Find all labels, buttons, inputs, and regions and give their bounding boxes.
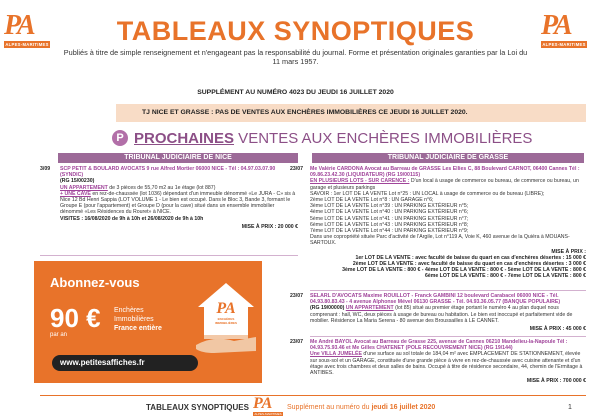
- entry-lot-line: 5ème LOT DE LA VENTE Lot n°41 : UN PARKING EXTÉRIEUR n°7;: [310, 215, 469, 222]
- entry-lot: [310, 351, 586, 376]
- ad-feature: Enchères: [114, 307, 144, 314]
- footer-supplement-pre: Supplément au numéro du: [287, 404, 372, 411]
- footer-logo-text: PA: [253, 395, 273, 412]
- ad-url-link[interactable]: www.petitesaffiches.fr: [52, 355, 198, 371]
- notice-bar: TJ NICE ET GRASSE : PAS DE VENTES AUX ENCHÈRES IMMOBILIÈRES CE JEUDI 16 JUILLET 2020.: [116, 104, 586, 122]
- entry-price: MISE À PRIX :: [551, 248, 586, 255]
- entry-intro-text: D'un local à usage de commerce ou bureau, de commerce ou bureau, un garage et plusieurs parkings: [310, 178, 579, 191]
- ad-period: par an: [50, 332, 68, 338]
- entry-intro: [310, 178, 586, 190]
- entry-body: [310, 339, 586, 384]
- entry-lot: [60, 191, 298, 216]
- entry-lot-label: + UNE CAVE: [60, 190, 91, 197]
- divider: [40, 255, 298, 256]
- ad-price: 90 €: [50, 303, 101, 333]
- entry-body: [60, 166, 298, 230]
- logo-subtitle: ALPES-MARITIMES: [5, 42, 49, 47]
- entry-date: 23/07: [290, 293, 303, 299]
- entry-lot-text: (lot 85) situé au premier étage portant le numéro 4 au plan duquel nous comprenant : hall, WC, deux pièces à usage de bureau ou habitation. Le bien est inoccupé et parfaitement vide de mobilier. Résidence La Maria Serena - 80 avenue des Broussailles à LE CANNET.: [310, 305, 573, 324]
- footer-supplement-date: jeudi 16 juillet 2020: [371, 404, 436, 411]
- footer-supplement: [287, 404, 435, 411]
- entry-body: [310, 166, 586, 280]
- section-heading: [112, 128, 532, 148]
- entry-lot-line: 6ème LOT DE LA VENTE Lot n°43 : UN PARKING EXTÉRIEUR n°8;: [310, 221, 469, 228]
- auction-entry-nice: [40, 166, 298, 230]
- entry-body: [310, 293, 586, 332]
- entry-lot-line: SAVOIR : 1er LOT DE LA VENTE Lot n°25 : UN LOCAL à usage de commerce ou de bureau (LIBRE);: [310, 190, 545, 197]
- entry-price-line: 1er LOT DE LA VENTE : avec faculté de baisse du quart en cas d'enchères désertes : 15 000 €: [355, 254, 586, 261]
- footer-logo-subtitle: ALPES-MARITIMES: [254, 412, 282, 416]
- entry-price: MISE À PRIX : 45 000 €: [529, 326, 586, 333]
- page-number: 1: [568, 404, 572, 411]
- auction-entry-grasse-1: [290, 166, 586, 280]
- entry-lawyer: Me Valérie CARDONA Avocat au Barreau de GRASSE Les Ellies C, 88 Boulevard CARNOT, 06400 Cannes Tél : 09.86.23.42.30 (LIQUIDATEUR) (RG 19/00115): [310, 166, 580, 179]
- entry-price: MISE À PRIX : 700 000 €: [526, 378, 586, 385]
- section-badge-icon: P: [112, 130, 128, 146]
- entry-lot: [310, 305, 586, 324]
- entry-lawyer: SCP PETIT & BOULARD AVOCATS 9 rue Alfred Mortier 06000 NICE - Tél : 04.97.03.07.90 (SYNDIC): [60, 166, 276, 179]
- ad-feature: France entière: [114, 325, 162, 332]
- ad-feature: Immobilières: [114, 316, 154, 323]
- supplement-line: SUPPLÉMENT AU NUMÉRO 4023 DU JEUDI 16 JUILLET 2020: [197, 89, 394, 96]
- auction-entry-grasse-2: [290, 293, 586, 332]
- divider: [310, 290, 586, 291]
- logo-subtitle: ALPES-MARITIMES: [542, 42, 586, 47]
- entry-rg: (RG 15/00230): [60, 178, 95, 185]
- page-subtitle: Publiés à titre de simple renseignement et n'engageant pas la responsabilité du journal. Forme et présentation originales garanties par la Loi du 11 mars 1957.: [63, 48, 528, 66]
- entry-lawyer: Me André BAYOL Avocat au Barreau de Grasse 225, avenue de Cannes 06210 Mandelieu-la-Napoule Tél : 04.93.75.93.46 et Me Gilles CHATENET (POLE RECOUVREMENT NICE) (RG 19/144): [310, 339, 568, 352]
- entry-lot-text: d'une surface au sol totale de 184,04 m² avec EMPLACEMENT DE STATIONNEMENT, élevée sur sous-sol et un GARAGE, constituée d'une grande pièce à vivre en rez-de-chaussée avec cuisine attenante et d'un étage avec trois chambres et deux salles de bains. Occupé à titre de résidence secondaire, 44, chemin de l'Ermitage à ANTIBES.: [310, 351, 583, 377]
- ad-logo-text: PA: [216, 300, 236, 317]
- footer-logo: [253, 396, 283, 416]
- ad-logo: [210, 301, 242, 325]
- column-header-grasse: TRIBUNAL JUDICIAIRE DE GRASSE: [312, 153, 584, 163]
- ad-headline: Abonnez-vous: [50, 275, 140, 290]
- section-title-rest: VENTES AUX ENCHÈRES IMMOBILIÈRES: [234, 129, 533, 147]
- entry-price-line: 6ème LOT DE LA VENTE : 800 € - 7ème LOT DE LA VENTE : 800 €: [424, 273, 586, 280]
- entry-date: 23/07: [290, 339, 303, 345]
- entry-lot-label: UN APPARTEMENT: [345, 305, 394, 312]
- logo-text: PA: [4, 10, 34, 41]
- entry-rg: (RG 19/00000): [310, 305, 345, 312]
- ad-features: [114, 306, 162, 333]
- entry-lot-line: 2ème LOT DE LA VENTE Lot n°8 : UN GARAGE n°6;: [310, 197, 434, 204]
- entry-visits: VISITES : 16/08/2020 de 9h à 10h et 26/08/2020 de 9h à 10h: [60, 215, 204, 222]
- entry-lot-label: UN APPARTEMENT: [60, 184, 108, 191]
- entry-date: 23/07: [290, 166, 303, 172]
- entry-lot-text: en rez-de-chaussée (lot 1036) dépendant d'un immeuble dénommé «Le JURA - C» sis à Nice 12 Bd Henri Sappia (LOT VOLUME 1 - Le bien est occupé. Dans le Bloc 3, Bande 3, formant le Groupe E (pour l'appartement) et Groupe D (pour la cave) situé dans un ensemble immobilier dénommé «Les Résidences du Rouret» à NICE.: [60, 190, 296, 216]
- entry-lot-line: 4ème LOT DE LA VENTE Lot n°40 : UN PARKING EXTÉRIEUR n°6;: [310, 209, 469, 216]
- entry-date: 3/09: [40, 166, 51, 172]
- entry-price-line: 2ème LOT DE LA VENTE : avec faculté de baisse du quart en cas d'enchères désertes : 3 000 €: [352, 261, 586, 268]
- footer-divider: [40, 395, 586, 396]
- ad-logo-subtitle: ENCHÈRES IMMOBILIÈRES: [214, 317, 237, 325]
- column-header-nice: TRIBUNAL JUDICIAIRE DE NICE: [58, 153, 298, 163]
- logo-text: PA: [541, 10, 571, 41]
- house-in-hand-icon: [194, 279, 258, 357]
- entry-lawyer: SELARL D'AVOCATS Maxime ROUILLOT - Franck GAMBINI 12 boulevard Carabacel 06000 NICE - Tél. 04.93.80.83.43 - 4 avenue Alphonse Mével 06130 GRASSE - Tél. 04.93.36.05.77 (BANQUE POPULAIRE): [310, 293, 561, 306]
- entry-price: MISE À PRIX : 20 000 €: [241, 223, 298, 230]
- entry-lot-line: Dans une copropriété située Parc d'activité de l'Argile, Lot n°119 A, Voie K, 460 avenue de la Quiéra à MOUANS-SARTOUX.: [310, 234, 570, 247]
- entry-intro-label: EN PLUSIEURS LOTS - SUR CARENCE :: [310, 178, 410, 185]
- page-title: TABLEAUX SYNOPTIQUES: [116, 16, 475, 46]
- entry-lot-line: 7ème LOT DE LA VENTE Lot n°44 : UN PARKING EXTÉRIEUR n°9;: [310, 228, 469, 235]
- entry-lot-line: 3ème LOT DE LA VENTE Lot n°39 : UN PARKING EXTÉRIEUR n°5;: [310, 203, 469, 210]
- footer-title: TABLEAUX SYNOPTIQUES: [146, 403, 249, 412]
- entry-lot-text: de 3 pièces de 55,70 m2 au 1e étage (lot 887): [107, 184, 216, 191]
- divider: [310, 336, 586, 337]
- auction-entry-grasse-3: [290, 339, 586, 384]
- section-title-bold: PROCHAINES: [134, 129, 235, 147]
- subscription-ad[interactable]: [34, 261, 262, 383]
- entry-price-line: 3ème LOT DE LA VENTE : 800 € - 4ème LOT DE LA VENTE : 800 € - 5ème LOT DE LA VENTE : 800 €: [342, 267, 586, 274]
- section-title: [134, 130, 532, 147]
- entry-lot-label: Une VILLA JUMELÉE: [310, 351, 362, 358]
